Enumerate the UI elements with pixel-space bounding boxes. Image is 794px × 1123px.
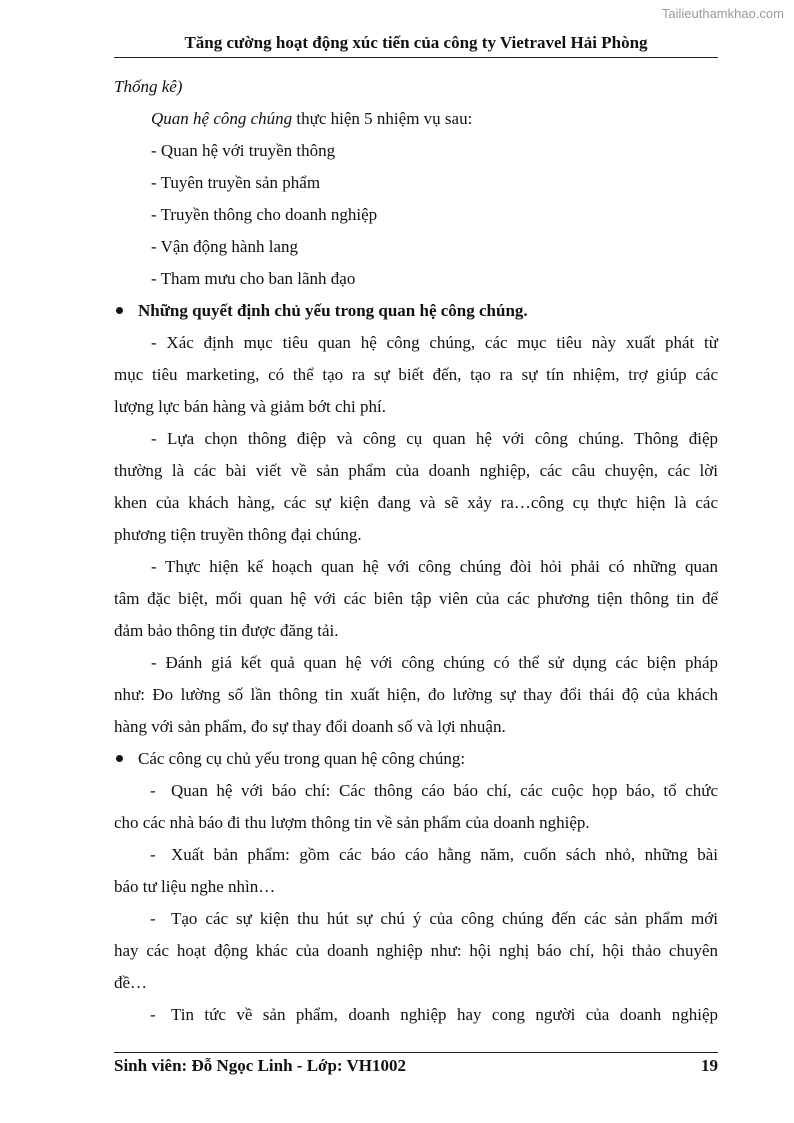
task-item: - Vận động hành lang [151,237,298,256]
tool-text: Tin tức về sản phẩm, doanh nghiệp hay cong người của doanh nghiệp [171,1005,718,1024]
paragraph-line: thường là các bài viết về sản phẩm của doanh nghiệp, các câu chuyện, các lời [114,461,718,480]
bullet-decisions [114,295,718,327]
tool-line [114,999,718,1031]
paragraph-line: tâm đặc biệt, mối quan hệ với các biên tập viên của các phương tiện thông tin để [114,589,718,608]
paragraph-line: như: Đo lường số lần thông tin xuất hiện, đo lường sự thay đổi thái độ của khách [114,685,718,704]
paragraph-line: báo tư liệu nghe nhìn… [114,877,276,896]
task-item: - Tham mưu cho ban lãnh đạo [151,269,356,288]
bullet-dot-icon [116,307,123,314]
dash-marker: - [150,1005,156,1024]
bullet-tools [114,743,718,775]
tool-text: Tạo các sự kiện thu hút sự chú ý của công chúng đến các sản phẩm mới [171,909,718,928]
bullet-dot-icon [116,755,123,762]
bullet-tools-text: Các công cụ chủ yếu trong quan hệ công chúng: [138,749,466,768]
paragraph-line: - Lựa chọn thông điệp và công cụ quan hệ với công chúng. Thông điệp [151,429,718,448]
pr-intro-rest: thực hiện 5 nhiệm vụ sau: [292,109,473,128]
paragraph-line: - Đánh giá kết quả quan hệ với công chúng có thể sử dụng các biện pháp [151,653,718,672]
paragraph-line: - Xác định mục tiêu quan hệ công chúng, các mục tiêu này xuất phát từ [151,333,718,352]
paragraph-line: - Thực hiện kế hoạch quan hệ với công chúng đòi hỏi phải có những quan [151,557,718,576]
bullet-decisions-text: Những quyết định chủ yếu trong quan hệ công chúng. [138,301,528,320]
page-body [114,71,718,1031]
task-item: - Truyền thông cho doanh nghiệp [151,205,378,224]
watermark: Tailieuthamkhao.com [661,6,784,21]
dash-marker: - [150,909,156,928]
header-rule [114,57,718,58]
line-thong-ke: Thống kê) [114,77,183,96]
paragraph-line: phương tiện truyền thông đại chúng. [114,525,362,544]
paragraph-line: cho các nhà báo đi thu lượm thông tin về sản phẩm của doanh nghiệp. [114,813,590,832]
paragraph-line: hàng với sản phẩm, đo sự thay đổi doanh số và lợi nhuận. [114,717,506,736]
tool-line [114,839,718,871]
paragraph-line: đảm bảo thông tin được đăng tải. [114,621,339,640]
page-header-title: Tăng cường hoạt động xúc tiến của công ty Vietravel Hải Phòng [184,33,648,52]
pr-intro [114,103,718,135]
tool-line [114,903,718,935]
pr-intro-term: Quan hệ công chúng [151,109,293,128]
task-item: - Quan hệ với truyền thông [151,141,336,160]
dash-marker: - [150,845,156,864]
footer-rule [114,1052,718,1053]
paragraph-line: hay các hoạt động khác của doanh nghiệp như: hội nghị báo chí, hội thảo chuyên [114,941,718,960]
paragraph-line: lượng lực bán hàng và giảm bớt chi phí. [114,397,386,416]
paragraph-line: mục tiêu marketing, có thể tạo ra sự biết đến, tạo ra sự tín nhiệm, trợ giúp các [114,365,718,384]
dash-marker: - [150,781,156,800]
tool-line [114,775,718,807]
paragraph-line: đề… [114,973,148,992]
tool-text: Xuất bản phẩm: gồm các báo cáo hằng năm, cuốn sách nhỏ, những bài [171,845,718,864]
page-number: 19 [701,1056,718,1075]
task-item: - Tuyên truyền sản phẩm [151,173,321,192]
tool-text: Quan hệ với báo chí: Các thông cáo báo chí, các cuộc họp báo, tổ chức [171,781,718,800]
footer-student: Sinh viên: Đỗ Ngọc Linh - Lớp: VH1002 [114,1056,407,1075]
paragraph-line: khen của khách hàng, các sự kiện đang và sẽ xảy ra…công cụ thực hiện là các [114,493,718,512]
